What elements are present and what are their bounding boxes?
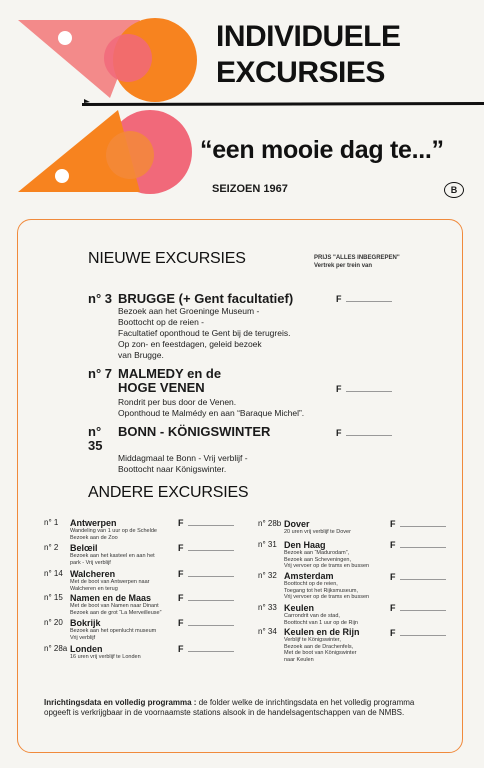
item-name: Keulen <box>284 603 315 613</box>
price-field: F <box>390 519 446 529</box>
desc-line: Bezoek aan “Madurodam”, <box>284 550 350 556</box>
price-field: F <box>178 518 234 528</box>
desc-line: Boottocht van 1 uur op de Rijn <box>284 619 358 626</box>
desc-line: Boottocht op de reien - <box>118 317 205 327</box>
item-number: n° 15 <box>44 593 63 602</box>
item-name: Amsterdam <box>284 571 334 581</box>
desc-line: Met de boot van Antwerpen naar <box>70 579 150 585</box>
season-label: SEIZOEN 1967 <box>212 183 288 195</box>
desc-line: Facultatief oponthoud te Gent bij de terugreis. <box>118 328 291 338</box>
item-number: n° 2 <box>44 543 59 552</box>
desc-line: Bezoek aan de grot “La Merveilleuse” <box>70 609 162 616</box>
item-number: n° 1 <box>44 518 59 527</box>
desc-line: Toegang tot het Rijksmuseum, <box>284 587 358 594</box>
item-number: n° 28b <box>258 519 282 528</box>
price-note <box>314 254 400 270</box>
price-note-line1: PRIJS "ALLES INBEGREPEN" <box>314 255 400 261</box>
andere-heading: ANDERE EXCURSIES <box>88 484 249 501</box>
desc-line: Walcheren en terug <box>70 585 118 592</box>
price-field: F <box>178 593 234 603</box>
desc-line: Rondrit per bus door de Venen. <box>118 397 237 407</box>
bottom-note-lead: Inrichtingsdata en volledig programma : <box>44 698 197 707</box>
item-number: n° 32 <box>258 571 277 580</box>
bottom-note-text: de folder welke de inrichtingsdata en het volledig programma opgeeft is verkrijgbaar in de voornaamste stations alsook in de handelsagentschappen van de NMBS. <box>44 698 415 717</box>
item-name: Namen en de Maas <box>70 593 152 603</box>
price-field: F <box>390 628 446 638</box>
nieuwe-heading: NIEUWE EXCURSIES <box>88 250 246 267</box>
desc-line: Bezoek aan het kasteel en aan het <box>70 553 155 559</box>
desc-line: park - Vrij verblijf <box>70 559 111 566</box>
item-title: BRUGGE (+ Gent facultatief) <box>118 291 294 306</box>
desc-line: Carrondrit van de stad, <box>284 613 340 619</box>
tagline: “een mooie dag te...” <box>200 136 444 164</box>
desc-line: Vrij verblijf <box>70 634 96 641</box>
price-field: F <box>336 384 392 394</box>
price-field: F <box>178 618 234 628</box>
item-number: n° 35 <box>88 424 103 453</box>
desc-line: Boottocht naar Königswinter. <box>118 464 227 474</box>
desc-line: Met de boot van Namen naar Dinant <box>70 603 159 609</box>
price-field: F <box>178 569 234 579</box>
item-name: Den Haag <box>284 540 326 550</box>
desc-line: Bezoek aan Scheveningen, <box>284 556 351 563</box>
desc-line: Bezoek aan de Zoo <box>70 534 118 541</box>
desc-line: Vrij vervoer op de trams en bussen <box>284 563 370 569</box>
desc-line: Bezoek aan het openlucht museum <box>70 628 157 634</box>
item-name: Keulen en de Rijn <box>284 627 360 637</box>
item-name: Dover <box>284 519 310 529</box>
price-field: F <box>390 603 446 613</box>
desc-line: Verblijf te Königswinter, <box>284 637 341 643</box>
item-name: Antwerpen <box>70 518 117 528</box>
item-number: n° 31 <box>258 540 277 549</box>
price-field: F <box>336 428 392 438</box>
upper-wing-inner-circle <box>104 34 152 82</box>
item-title: BONN - KÖNIGSWINTER <box>118 424 271 439</box>
item-number: n° 7 <box>88 366 112 381</box>
lower-wing-dot <box>55 169 69 183</box>
desc-line: Middagmaal te Bonn - Vrij verblijf - <box>118 453 248 463</box>
title-line2: EXCURSIES <box>216 56 385 89</box>
bottom-note <box>44 698 440 718</box>
price-field: F <box>178 543 234 553</box>
item-number: n° 20 <box>44 618 63 627</box>
desc-line: Bezoek aan de Drachenfels, <box>284 643 354 650</box>
nmbs-logo: B <box>444 182 464 198</box>
desc-line: Oponthoud te Malmédy en aan “Baraque Michel”. <box>118 408 305 418</box>
desc-line: Bezoek aan het Groeninge Museum - <box>118 306 260 316</box>
lower-wing-inner-circle <box>106 131 154 179</box>
price-field: F <box>390 540 446 550</box>
item-number: n° 28a <box>44 644 68 653</box>
item-title-2: HOGE VENEN <box>118 380 205 395</box>
item-title: MALMEDY en de <box>118 366 222 381</box>
desc-line: van Brugge. <box>118 350 164 360</box>
item-name: Belœil <box>70 543 98 553</box>
item-number: n° 34 <box>258 627 277 636</box>
desc-line: Vrij vervoer op de trams en bussen <box>284 594 370 600</box>
item-name: Londen <box>70 644 103 654</box>
desc-line: 16 uren vrij verblijf te Londen <box>70 654 141 660</box>
desc-line: naar Keulen <box>284 656 314 663</box>
desc-line: Wandeling van 1 uur op de Schelde <box>70 528 157 534</box>
desc-line: Met de boot van Königswinter <box>284 650 357 656</box>
price-field: F <box>336 294 392 304</box>
butterfly-body-line <box>80 96 484 112</box>
desc-line: Op zon- en feestdagen, geleid bezoek <box>118 339 262 349</box>
desc-line: 20 uren vrij verblijf te Dover <box>284 529 351 535</box>
price-note-line2: Vertrek per trein van <box>314 263 373 269</box>
item-number: n° 33 <box>258 603 277 612</box>
item-name: Bokrijk <box>70 618 101 628</box>
item-number: n° 3 <box>88 291 112 306</box>
upper-wing-dot <box>58 31 72 45</box>
price-field: F <box>178 644 234 654</box>
title-line1: INDIVIDUELE <box>216 20 401 53</box>
item-number: n° 14 <box>44 569 63 578</box>
desc-line: Boottocht op de reien, <box>284 581 338 587</box>
price-field: F <box>390 572 446 582</box>
item-name: Walcheren <box>70 569 116 579</box>
